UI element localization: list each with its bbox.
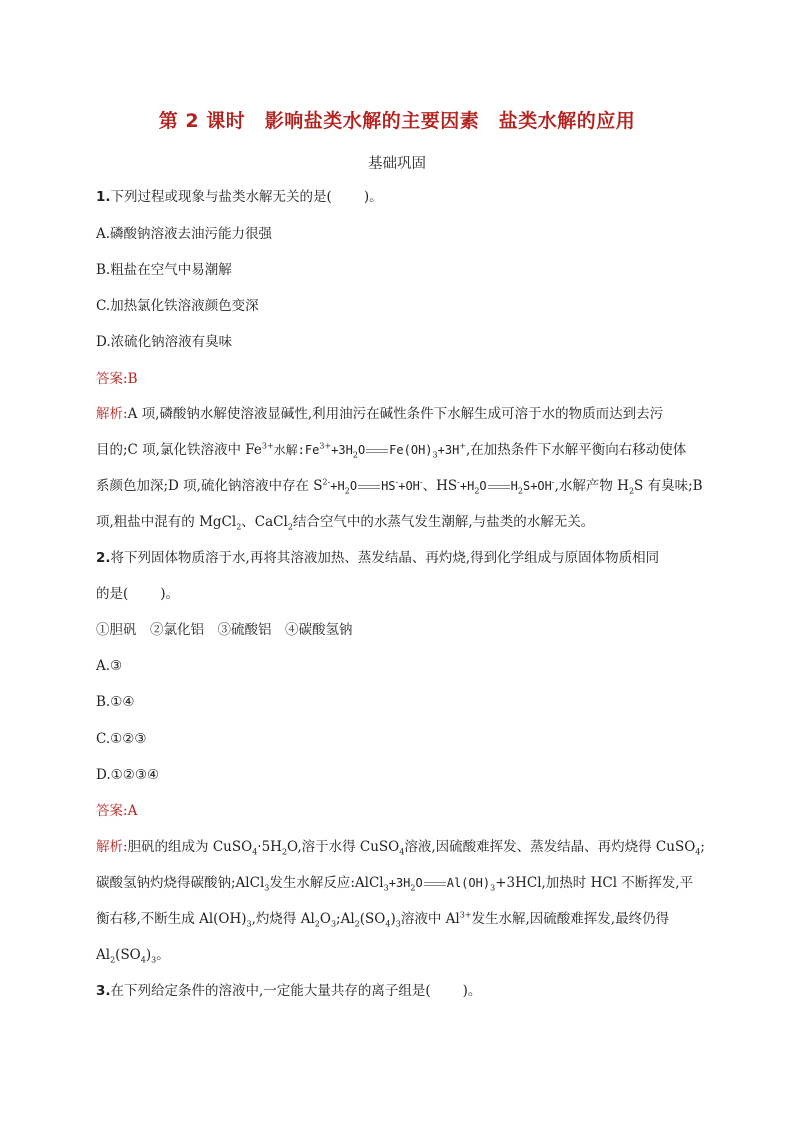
equilibrium-arrow — [358, 484, 380, 490]
question-number: 1. — [96, 189, 111, 205]
answer-2: 答案:A — [96, 803, 138, 819]
question-3-stem: 3.在下列给定条件的溶液中,一定能大量共存的离子组是( )。 — [96, 983, 482, 999]
equilibrium-arrow — [424, 881, 446, 887]
analysis-1-line-1: 解析:A 项,磷酸钠水解使溶液显碱性,利用油污在碱性条件下水解生成可溶于水的物质而达到去污 — [96, 406, 664, 422]
option-a: A.③ — [96, 658, 123, 674]
question-number: 3. — [96, 983, 111, 999]
question-2-items: ①胆矾 ②氯化铝 ③硫酸铝 ④碳酸氢钠 — [96, 622, 353, 638]
option-c: C.加热氯化铁溶液颜色变深 — [96, 298, 259, 314]
lesson-title: 第 2 课时 影响盐类水解的主要因素 盐类水解的应用 — [158, 110, 636, 132]
option-d: D.①②③④ — [96, 767, 160, 783]
question-number: 2. — [96, 550, 111, 566]
equilibrium-arrow — [366, 448, 388, 454]
question-2-stem-1: 2.将下列固体物质溶于水,再将其溶液加热、蒸发结晶、再灼烧,得到化学组成与原固体物质相同 — [96, 550, 660, 566]
section-heading: 基础巩固 — [368, 156, 426, 172]
analysis-1-line-2: 目的;C 项,氯化铁溶液中 $Fe^{3+}$水解$:Fe^{3+}+3H_2O$ $Fe(OH)_3+3H^+$,在加热条件下水解平衡向右移动使体 — [96, 441, 687, 460]
analysis-2-line-3: 衡右移,不断生成 $Al(OH)_3$,灼烧得 $Al_2O_3;Al_2(SO_4)_3$溶液中 $Al^{3+}$发生水解,因硫酸难挥发,最终仍得 — [96, 910, 670, 929]
option-b: B.粗盐在空气中易潮解 — [96, 262, 232, 278]
question-2-stem-2: 的是( )。 — [96, 586, 180, 602]
answer-1: 答案:B — [96, 371, 138, 387]
analysis-2-line-2: 碳酸氢钠灼烧得碳酸钠;AlCl$_3$发生水解反应$:AlCl_3+3H_2O$ $Al(OH)_3+3HCl$,加热时 HCl 不断挥发,平 — [96, 875, 694, 893]
equilibrium-arrow — [488, 484, 510, 490]
analysis-2-line-4: $Al_2(SO_4)_3$。 — [96, 947, 170, 965]
option-a: A.磷酸钠溶液去油污能力很强 — [96, 226, 273, 242]
analysis-1-line-4: 项,粗盐中混有的 MgCl$_2$、CaCl$_2$结合空气中的水蒸气发生潮解,与盐类的水解无关。 — [96, 514, 595, 532]
option-c: C.①②③ — [96, 731, 147, 747]
question-1-stem: 1.下列过程或现象与盐类水解无关的是( )。 — [96, 189, 383, 205]
analysis-2-line-1: 解析:胆矾的组成为 $CuSO_4\cdot 5H_2O$,溶于水得 CuSO$_4$溶液,因硫酸难挥发、蒸发结晶、再灼烧得 CuSO$_4$; — [96, 839, 705, 857]
option-d: D.浓硫化钠溶液有臭味 — [96, 334, 233, 350]
analysis-1-line-3: 系颜色加深;D 项,硫化钠溶液中存在 $S^{2-}+H_2O$ HS-+OH-、$HS^-+H_2O$ $H_2S+OH^-$,水解产物 $H_2S$ 有臭味;B — [96, 477, 703, 496]
option-b: B.①④ — [96, 694, 135, 710]
